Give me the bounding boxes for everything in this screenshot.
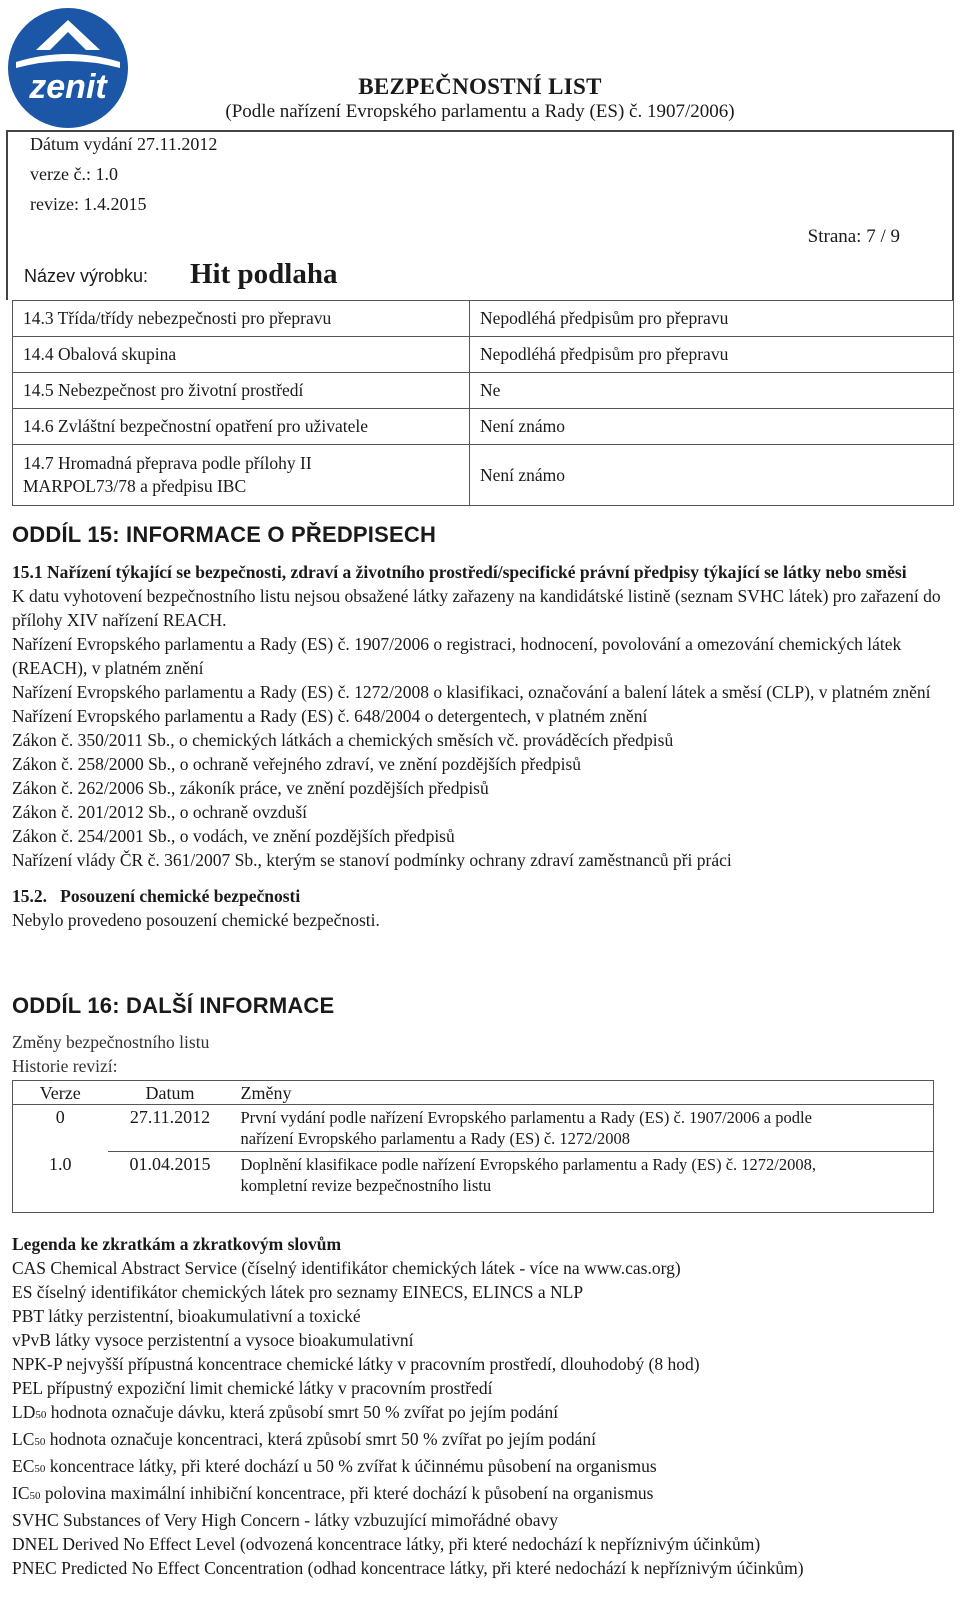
transport-label: 14.6 Zvláštní bezpečnostní opatření pro uživatele (13, 409, 470, 445)
transport-value: Není známo (470, 409, 954, 445)
section-15-heading: ODDÍL 15: INFORMACE O PŘEDPISECH (12, 522, 437, 547)
abbr-subscript: 50 (35, 1409, 47, 1421)
legend-item-lc50 (12, 1427, 952, 1454)
regulation-text: Zákon č. 254/2001 Sb., o vodách, ve znění pozdějších předpisů (12, 826, 455, 846)
legend-item: NPK-P nejvyšší přípustná koncentrace chemické látky v pracovním prostředí, dlouhodobý (8 hod) (12, 1354, 700, 1374)
abbr: LC (12, 1429, 35, 1449)
abbr-text: polovina maximální inhibiční koncentrace, při které dochází k působení na organismus (40, 1483, 654, 1503)
revision-date: 27.11.2012 (108, 1105, 233, 1152)
subsection-15-2-title: 15.2. Posouzení chemické bezpečnosti (12, 886, 301, 906)
abbr: IC (12, 1483, 30, 1503)
abbr-subscript: 50 (29, 1490, 41, 1502)
abbr-text: koncentrace látky, při které dochází u 50 % zvířat k účinnému působení na organismus (45, 1456, 657, 1476)
table-row (13, 301, 954, 337)
revision-change-line: První vydání podle nařízení Evropského parlamentu a Rady (ES) č. 1907/2006 a podle (240, 1108, 812, 1127)
meta-box (6, 130, 954, 300)
column-header-date: Datum (145, 1083, 195, 1103)
transport-value: Nepodléhá předpisům pro přepravu (470, 301, 954, 337)
abbr-text: hodnota označuje koncentraci, která způsobí smrt 50 % zvířat po jejím podání (45, 1429, 596, 1449)
table-row (13, 1152, 934, 1199)
column-header-version: Verze (39, 1083, 81, 1103)
table-spacer-row (13, 1198, 934, 1212)
revision-version: 0 (13, 1105, 108, 1152)
document-header (0, 0, 960, 300)
table-row (13, 1105, 934, 1152)
zenit-logo (6, 6, 130, 130)
revision-change-line: kompletní revize bezpečnostního listu (240, 1176, 492, 1195)
table-header-row (13, 1081, 934, 1105)
legend-item-ec50 (12, 1454, 952, 1481)
revision-change-line: Doplnění klasifikace podle nařízení Evropského parlamentu a Rady (ES) č. 1272/2008, (240, 1155, 817, 1174)
regulation-text: Nařízení Evropského parlamentu a Rady (ES) č. 1272/2008 o klasifikaci, označování a balení látek a směsí (CLP), v platném znění (12, 682, 931, 702)
legend-item-ic50 (12, 1481, 952, 1508)
revision: revize: 1.4.2015 (30, 194, 147, 214)
regulation-text: Zákon č. 258/2000 Sb., o ochraně veřejného zdraví, ve znění pozdějších předpisů (12, 754, 582, 774)
page-number: Strana: 7 / 9 (807, 226, 900, 247)
legend-item: PBT látky perzistentní, bioakumulativní a toxické (12, 1306, 361, 1326)
legend-item: DNEL Derived No Effect Level (odvozená koncentrace látky, při které nedochází k nepříznivým účinkům) (12, 1534, 761, 1554)
regulation-text: Zákon č. 350/2011 Sb., o chemických látkách a chemických směsích vč. prováděcích předpisů (12, 730, 674, 750)
regulation-text: Zákon č. 262/2006 Sb., zákoník práce, ve znění pozdějších předpisů (12, 778, 489, 798)
transport-value: Není známo (470, 445, 954, 506)
product-name: Hit podlaha (190, 258, 338, 290)
legend-item: SVHC Substances of Very High Concern - látky vzbuzující mimořádné obavy (12, 1510, 558, 1530)
abbr-text: hodnota označuje dávku, která způsobí smrt 50 % zvířat po jejím podání (46, 1402, 559, 1422)
document-title: BEZPEČNOSTNÍ LIST (358, 74, 602, 99)
table-row (13, 373, 954, 409)
transport-label-line: 14.7 Hromadná přeprava podle přílohy II (23, 453, 312, 473)
section-16-heading: ODDÍL 16: DALŠÍ INFORMACE (12, 993, 335, 1018)
transport-label: 14.5 Nebezpečnost pro životní prostředí (13, 373, 470, 409)
table-row (13, 409, 954, 445)
transport-value: Nepodléhá předpisům pro přepravu (470, 337, 954, 373)
table-row (13, 337, 954, 373)
table-spacer (13, 1198, 934, 1212)
transport-value: Ne (470, 373, 954, 409)
revision-changes (233, 1152, 934, 1199)
revision-table (12, 1080, 934, 1213)
abbr: LD (12, 1402, 36, 1422)
table-row (13, 445, 954, 506)
subsection-15-2-text: Nebylo provedeno posouzení chemické bezpečnosti. (12, 910, 380, 930)
version: verze č.: 1.0 (30, 164, 118, 184)
revision-version: 1.0 (49, 1153, 72, 1174)
legend-item: PNEC Predicted No Effect Concentration (odhad koncentrace látky, při které nedochází k nepříznivým účinkům) (12, 1558, 804, 1578)
legend-item: CAS Chemical Abstract Service (číselný identifikátor chemických látek - více na www.cas.org) (12, 1258, 681, 1278)
regulation-text: K datu vyhotovení bezpečnostního listu nejsou obsažené látky zařazeny na kandidátské listině (seznam SVHC látek) pro zařazení do přílohy XIV nařízení REACH. (12, 586, 941, 630)
legend-item-ld50 (12, 1400, 952, 1427)
abbr-subscript: 50 (34, 1436, 46, 1448)
regulation-text: Nařízení Evropského parlamentu a Rady (ES) č. 648/2004 o detergentech, v platném znění (12, 706, 648, 726)
legend-item: PEL přípustný expoziční limit chemické látky v pracovním prostředí (12, 1378, 493, 1398)
product-label: Název výrobku: (24, 266, 149, 286)
revision-changes (233, 1105, 934, 1152)
regulation-text: Zákon č. 201/2012 Sb., o ochraně ovzduší (12, 802, 308, 822)
legend-item: ES číselný identifikátor chemických látek pro seznamy EINECS, ELINCS a NLP (12, 1282, 584, 1302)
transport-label: 14.3 Třída/třídy nebezpečnosti pro přepravu (13, 301, 470, 337)
logo-text: zenit (29, 68, 107, 106)
transport-label-line: MARPOL73/78 a předpisu IBC (23, 476, 247, 496)
issue-date: Dátum vydání 27.11.2012 (30, 134, 218, 154)
legend-heading: Legenda ke zkratkám a zkratkovým slovům (12, 1234, 342, 1254)
revision-date: 01.04.2015 (108, 1152, 233, 1199)
transport-table (12, 300, 954, 506)
history-label: Historie revizí: (12, 1056, 118, 1076)
document-subtitle: (Podle nařízení Evropského parlamentu a Rady (ES) č. 1907/2006) (225, 101, 735, 122)
legend-item: vPvB látky vysoce perzistentní a vysoce bioakumulativní (12, 1330, 414, 1350)
transport-label: 14.4 Obalová skupina (13, 337, 470, 373)
abbr-subscript: 50 (34, 1463, 46, 1475)
abbreviation-legend (12, 1232, 952, 1580)
regulation-text: Nařízení vlády ČR č. 361/2007 Sb., kterým se stanoví podmínky ochrany zdraví zaměstnanců při práci (12, 850, 732, 870)
column-header-changes: Změny (240, 1083, 292, 1103)
subsection-15-1-title: 15.1 Nařízení týkající se bezpečnosti, zdraví a životního prostředí/specifické právní předpisy týkající se látky nebo směsi (12, 562, 907, 582)
regulation-text: Nařízení Evropského parlamentu a Rady (ES) č. 1907/2006 o registraci, hodnocení, povolování a omezování chemických látek (REACH), v platném znění (12, 634, 902, 678)
section-15-body (12, 560, 942, 932)
transport-label (13, 445, 470, 506)
changes-label: Změny bezpečnostního listu (12, 1032, 210, 1052)
abbr: EC (12, 1456, 35, 1476)
revision-change-line: nařízení Evropského parlamentu a Rady (ES) č. 1272/2008 (240, 1129, 630, 1148)
